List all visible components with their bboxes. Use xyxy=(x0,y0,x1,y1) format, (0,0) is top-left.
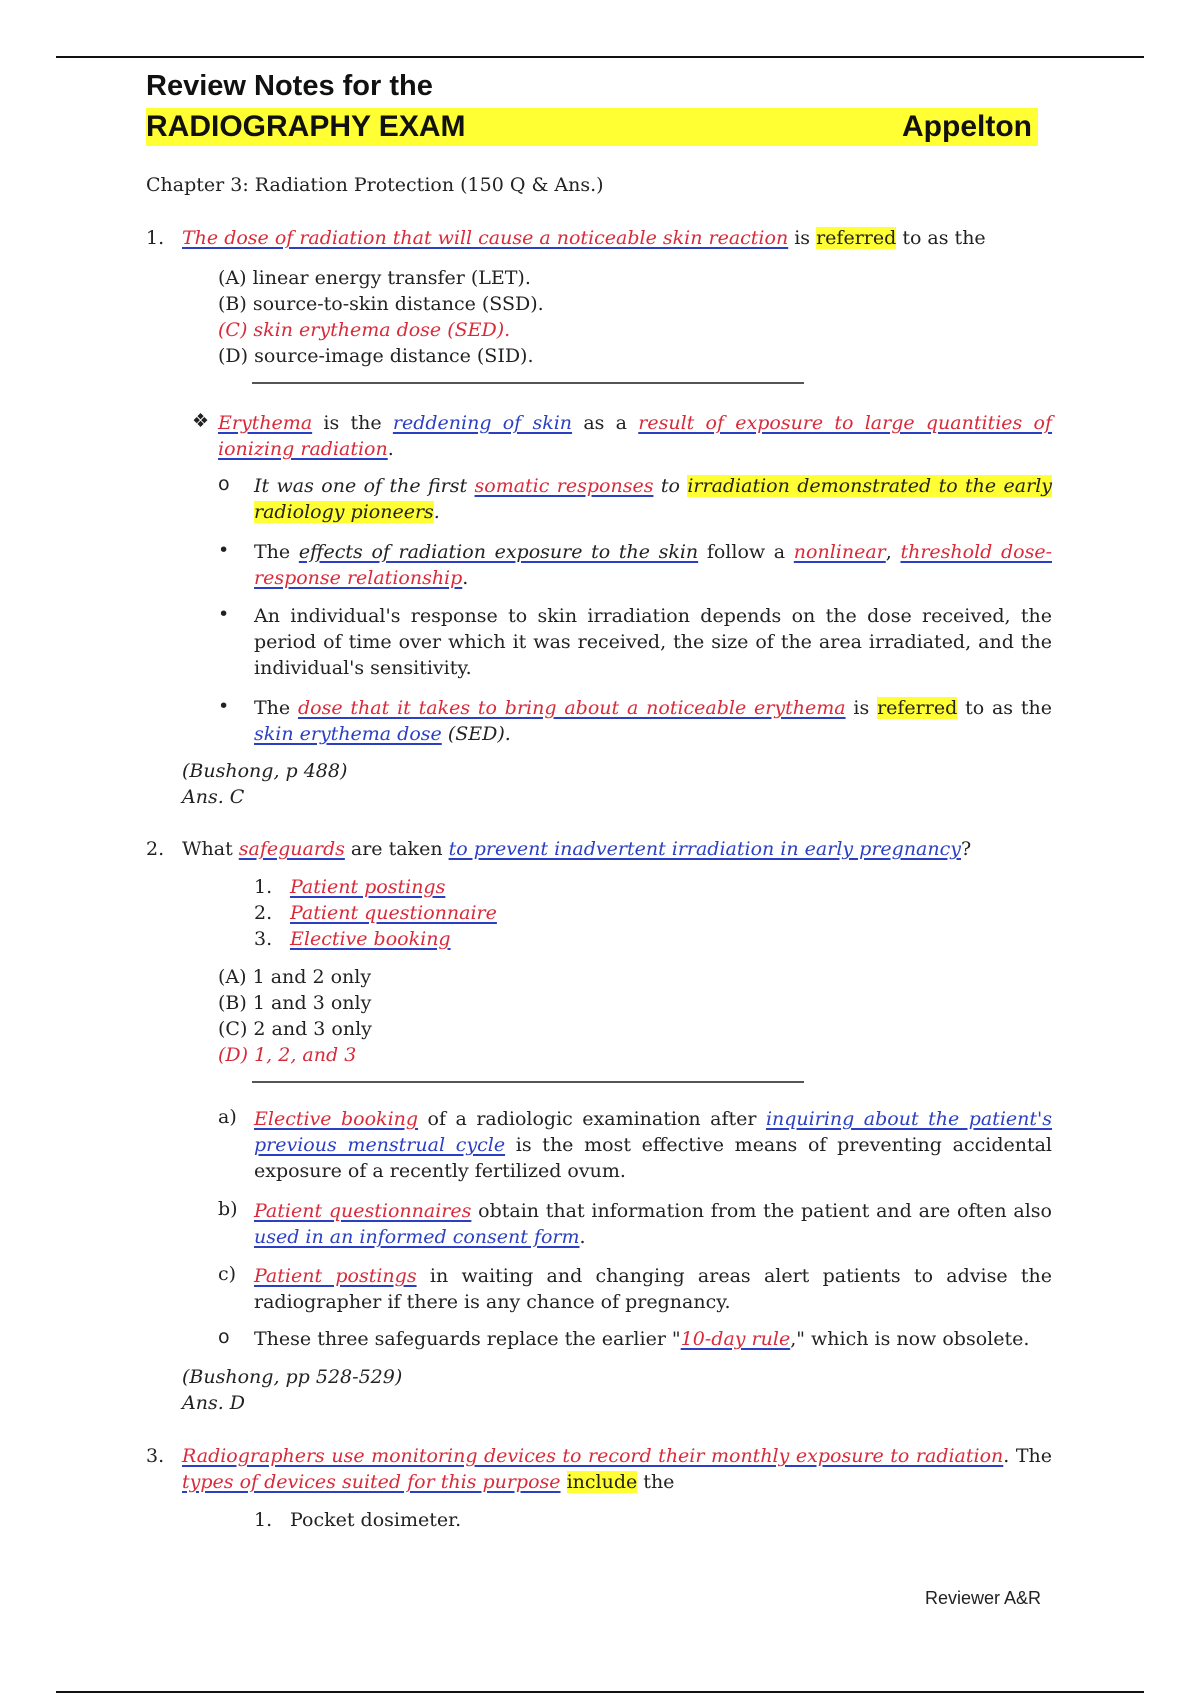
q1-note-response: An individual's response to skin irradiation depends on the dose received, the period of time over which it was received, the size of the area irradiated, and the individual's sensitivity. xyxy=(254,605,1052,679)
q1-separator xyxy=(252,382,804,384)
q1-note-somatic: It was one of the first somatic responses to irradiation demonstrated to the early radiology pioneers. xyxy=(254,475,1053,523)
q1-note-effects: The effects of radiation exposure to the skin follow a nonlinear, threshold dose-response relationship. xyxy=(254,541,1052,589)
q2-item-number: 1. xyxy=(254,876,273,898)
q2-stem: What safeguards are taken to prevent inadvertent irradiation in early pregnancy? xyxy=(182,838,972,860)
q1-option-a: (A) linear energy transfer (LET). xyxy=(218,267,531,289)
q2-reference: (Bushong, pp 528-529) xyxy=(182,1366,403,1388)
q1-note-sed: The dose that it takes to bring about a noticeable erythema is referred to as the skin erythema dose (SED). xyxy=(254,697,1052,745)
bullet-icon: • xyxy=(218,539,230,561)
bullet-icon: • xyxy=(218,695,230,717)
q2-note-c-label: c) xyxy=(218,1263,237,1285)
top-rule xyxy=(56,56,1144,58)
q2-note-elective: Elective booking of a radiologic examination after inquiring about the patient's previous menstrual cycle is the most effective means of preventing accidental exposure of a recently fertilized ovum. xyxy=(254,1108,1053,1182)
q2-option-b: (B) 1 and 3 only xyxy=(218,992,372,1014)
q1-stem-highlight: referred xyxy=(816,227,897,249)
diamond-bullet-icon: ❖ xyxy=(192,410,210,432)
q3-item: Pocket dosimeter. xyxy=(290,1509,462,1531)
q2-note-postings: Patient postings in waiting and changing areas alert patients to advise the radiographer if there is any chance of pregnancy. xyxy=(254,1265,1053,1313)
q1-reference: (Bushong, p 488) xyxy=(182,760,348,782)
circle-bullet-icon: o xyxy=(218,1326,230,1348)
header-highlight-bar xyxy=(146,108,1038,146)
q2-number: 2. xyxy=(146,838,165,860)
q2-item: Patient questionnaire xyxy=(290,902,497,924)
bottom-rule xyxy=(56,1691,1144,1693)
q2-note-a-label: a) xyxy=(218,1106,237,1128)
chapter-title: Chapter 3: Radiation Protection (150 Q & Ans.) xyxy=(146,174,604,196)
q1-answer: Ans. C xyxy=(182,786,245,808)
header-title-line: Review Notes for the xyxy=(146,70,433,102)
q3-number: 3. xyxy=(146,1445,165,1467)
q2-answer: Ans. D xyxy=(182,1392,246,1414)
header-publisher: Appelton xyxy=(902,110,1032,143)
q2-item: Elective booking xyxy=(290,928,451,950)
page-footer: Reviewer A&R xyxy=(925,1588,1042,1608)
q2-item: Patient postings xyxy=(290,876,446,898)
q2-option-a: (A) 1 and 2 only xyxy=(218,966,372,988)
q2-option-d-correct: (D) 1, 2, and 3 xyxy=(218,1044,357,1066)
q3-stem: Radiographers use monitoring devices to record their monthly exposure to radiation. The types of devices suited for this purpose include the xyxy=(182,1445,1053,1493)
bullet-icon: • xyxy=(218,603,230,625)
q2-option-c: (C) 2 and 3 only xyxy=(218,1018,372,1040)
q1-option-d: (D) source-image distance (SID). xyxy=(218,345,534,367)
q1-stem-emphasis: The dose of radiation that will cause a noticeable skin reaction xyxy=(182,227,789,249)
q2-item-number: 3. xyxy=(254,928,273,950)
q1-note-erythema: Erythema is the reddening of skin as a result of exposure to large quantities of ionizing radiation. xyxy=(218,412,1052,460)
header-exam-title: RADIOGRAPHY EXAM xyxy=(146,110,466,143)
q3-item-number: 1. xyxy=(254,1509,273,1531)
q2-note-obsolete: These three safeguards replace the earlier "10-day rule," which is now obsolete. xyxy=(254,1328,1030,1350)
q1-option-c-correct: (C) skin erythema dose (SED). xyxy=(218,319,511,341)
q2-note-b-label: b) xyxy=(218,1198,238,1220)
q1-stem: The dose of radiation that will cause a noticeable skin reaction is referred to as the xyxy=(182,227,986,249)
q2-item-number: 2. xyxy=(254,902,273,924)
circle-bullet-icon: o xyxy=(218,473,230,495)
q1-number: 1. xyxy=(146,227,165,249)
q1-option-b: (B) source-to-skin distance (SSD). xyxy=(218,293,544,315)
q2-separator xyxy=(252,1081,804,1083)
q2-note-questionnaires: Patient questionnaires obtain that information from the patient and are often also used in an informed consent form. xyxy=(254,1200,1052,1248)
